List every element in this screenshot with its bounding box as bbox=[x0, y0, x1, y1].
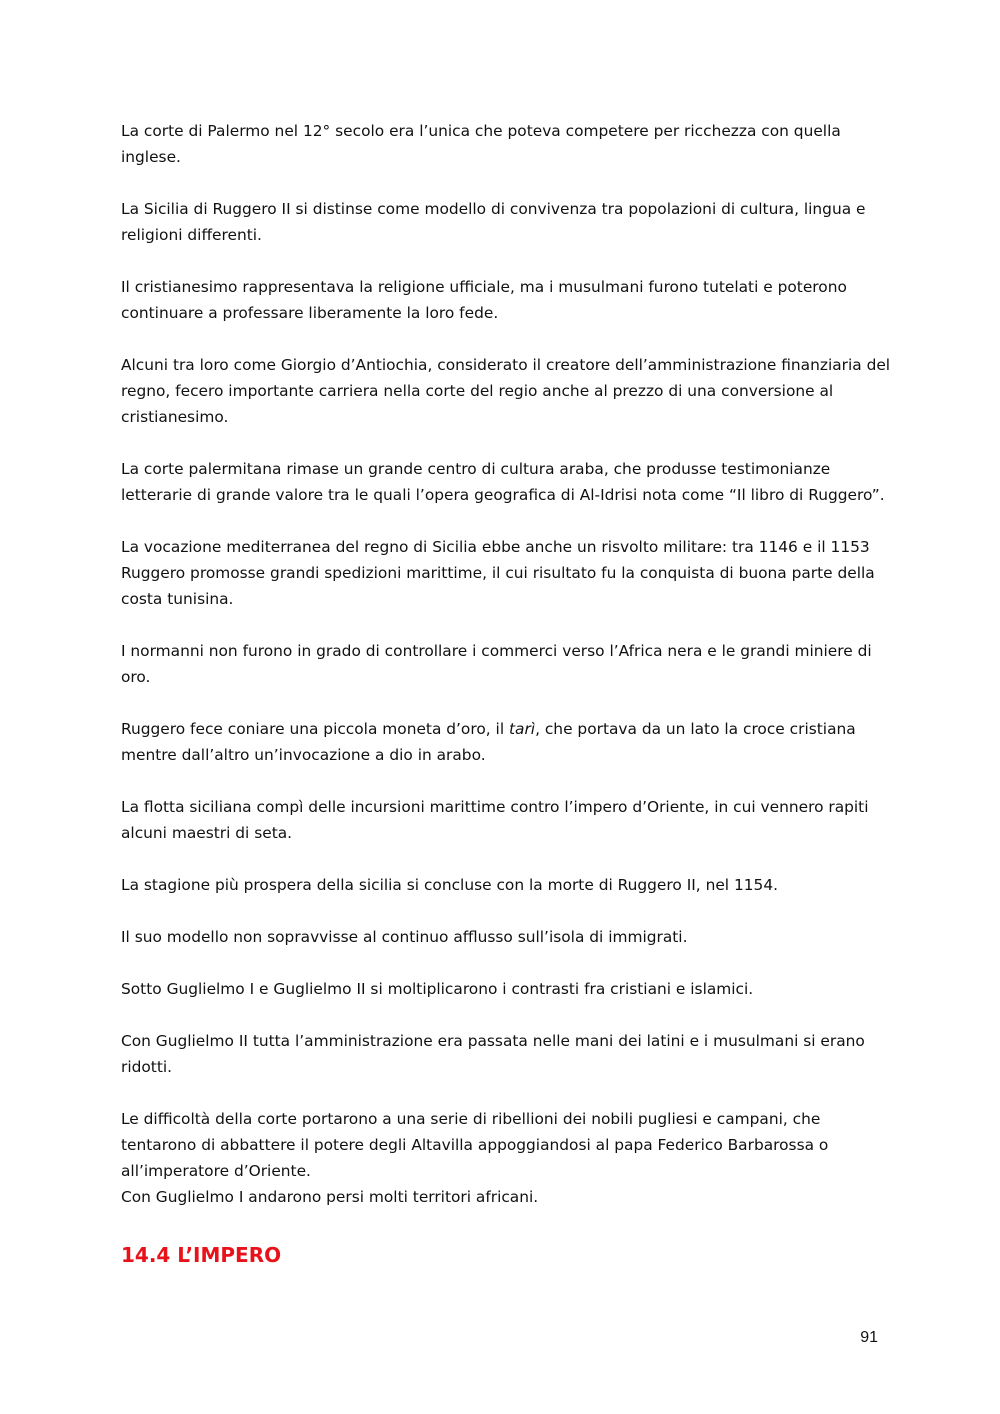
paragraph: La stagione più prospera della sicilia si concluse con la morte di Ruggero II, nel 1154. bbox=[121, 876, 779, 894]
page-body bbox=[121, 118, 891, 1270]
paragraph: La corte di Palermo nel 12° secolo era l’unica che poteva competere per ricchezza con quella inglese. bbox=[121, 122, 841, 166]
paragraph-tari bbox=[121, 716, 891, 768]
paragraph: Sotto Guglielmo I e Guglielmo II si moltiplicarono i contrasti fra cristiani e islamici. bbox=[121, 980, 754, 998]
paragraph: Il suo modello non sopravvisse al continuo afflusso sull’isola di immigrati. bbox=[121, 928, 688, 946]
paragraph: Il cristianesimo rappresentava la religione ufficiale, ma i musulmani furono tutelati e poterono continuare a professare liberamente la loro fede. bbox=[121, 278, 847, 322]
tari-text-after: , che portava da un lato la croce cristiana mentre dall’altro un’invocazione a dio in arabo. bbox=[121, 720, 856, 764]
tari-italic-word: tarì bbox=[508, 720, 536, 738]
paragraph: La vocazione mediterranea del regno di Sicilia ebbe anche un risvolto militare: tra 1146 e il 1153 Ruggero promosse grandi spedizioni marittime, il cui risultato fu la conquista di buona parte della costa tunisina. bbox=[121, 538, 875, 608]
paragraph: La Sicilia di Ruggero II si distinse come modello di convivenza tra popolazioni di cultura, lingua e religioni differenti. bbox=[121, 200, 866, 244]
paragraph: Le difficoltà della corte portarono a una serie di ribellioni dei nobili pugliesi e campani, che tentarono di abbattere il potere degli Altavilla appoggiandosi al papa Federico Barbarossa o all’imperatore d’Oriente. bbox=[121, 1110, 829, 1180]
tari-text-before: Ruggero fece coniare una piccola moneta d’oro, il bbox=[121, 720, 509, 738]
paragraph: La flotta siciliana compì delle incursioni marittime contro l’impero d’Oriente, in cui vennero rapiti alcuni maestri di seta. bbox=[121, 798, 869, 842]
paragraph: I normanni non furono in grado di controllare i commerci verso l’Africa nera e le grandi miniere di oro. bbox=[121, 642, 872, 686]
paragraph: Con Guglielmo II tutta l’amministrazione era passata nelle mani dei latini e i musulmani si erano ridotti. bbox=[121, 1032, 865, 1076]
page-number: 91 bbox=[860, 1329, 878, 1346]
paragraph: La corte palermitana rimase un grande centro di cultura araba, che produsse testimonianze letterarie di grande valore tra le quali l’opera geografica di Al-Idrisi nota come “Il libro di Ruggero”. bbox=[121, 460, 885, 504]
section-heading: 14.4 L’IMPERO bbox=[121, 1243, 282, 1267]
paragraph: Alcuni tra loro come Giorgio d’Antiochia, considerato il creatore dell’amministrazione finanziaria del regno, fecero importante carriera nella corte del regio anche al prezzo di una conversione al cristianesimo. bbox=[121, 356, 891, 426]
paragraph: Con Guglielmo I andarono persi molti territori africani. bbox=[121, 1188, 539, 1206]
